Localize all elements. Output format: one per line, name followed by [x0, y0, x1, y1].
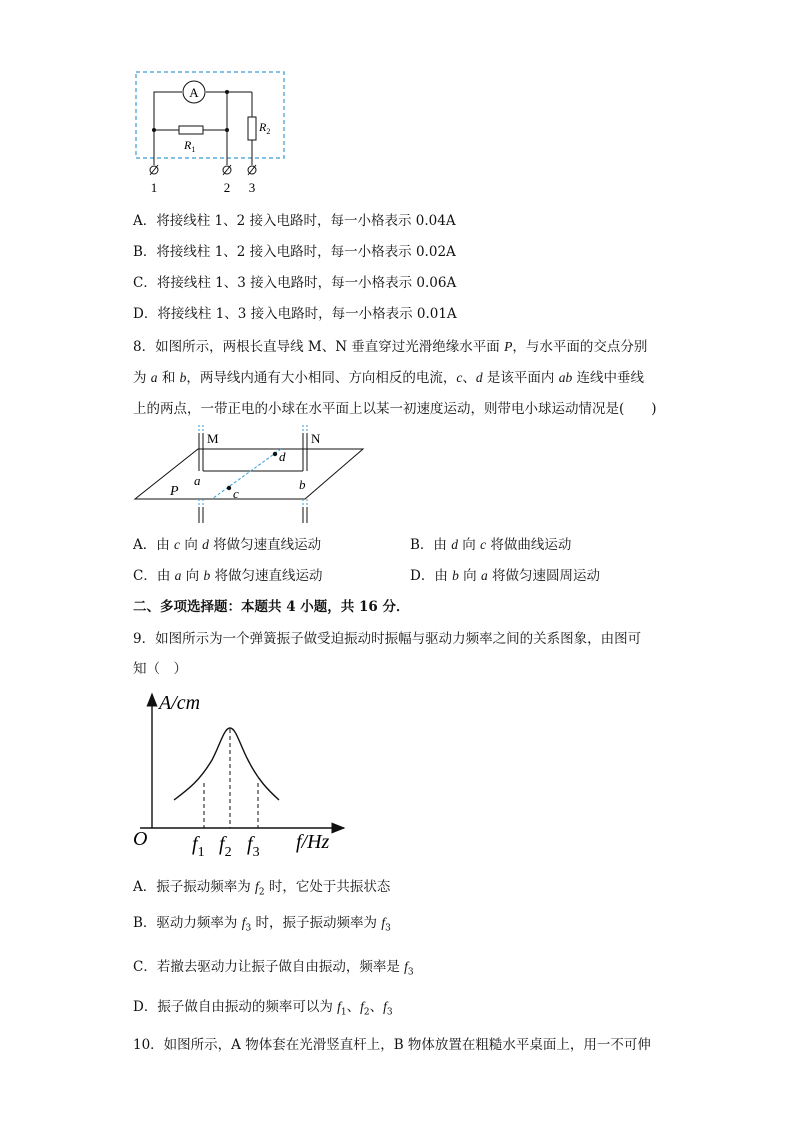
q8-option-b: B．由 d 向 c 将做曲线运动	[410, 537, 572, 553]
q8-stem-line2: 为 a 和 b，两导线内通有大小相同、方向相反的电流，c、d 是该平面内 ab 连线中垂线	[133, 370, 645, 386]
q10-stem-line1: 10．如图所示，A 物体套在光滑竖直杆上，B 物体放置在粗糙水平桌面上，用一不可伸	[133, 1037, 651, 1053]
r1-label: $R_1$	[184, 138, 196, 154]
plane-wires-diagram	[0, 425, 794, 525]
q9-option-b: B．驱动力频率为 $f_3$ 时，振子振动频率为 $f_3$	[133, 915, 391, 934]
label-d: d	[279, 449, 286, 464]
label-c: c	[233, 486, 239, 501]
q9-option-c: C．若撤去驱动力让振子做自由振动，频率是 $f_3$	[133, 959, 414, 978]
junction-dot	[225, 90, 229, 94]
label-a: a	[194, 473, 201, 488]
label-n: N	[311, 431, 321, 446]
q9-stem-line2: 知（ ）	[133, 661, 187, 677]
point-c	[227, 486, 231, 490]
resonance-graph	[0, 680, 794, 865]
q8-option-c: C．由 a 向 b 将做匀速直线运动	[133, 568, 323, 584]
label-b: b	[299, 477, 306, 492]
f1-label: $f_1$	[192, 833, 205, 860]
x-axis-label: f/Hz	[296, 831, 330, 853]
q7-option-c: C．将接线柱 1、3 接入电路时，每一小格表示 0.06A	[133, 275, 457, 291]
origin-label: O	[133, 828, 148, 850]
q7-option-a: A．将接线柱 1、2 接入电路时，每一小格表示 0.04A	[133, 213, 456, 229]
y-axis-label: A/cm	[159, 692, 201, 714]
junction-dot	[225, 128, 229, 132]
q7-option-b: B．将接线柱 1、2 接入电路时，每一小格表示 0.02A	[133, 244, 456, 260]
f3-label: $f_3$	[247, 833, 260, 860]
perpendicular-bisector	[212, 449, 281, 499]
point-d	[273, 452, 277, 456]
circuit-diagram	[0, 0, 794, 200]
section-2-heading: 二、多项选择题：本题共 4 小题，共 16 分．	[133, 599, 410, 615]
f2-label: $f_2$	[219, 833, 232, 860]
circuit-dashed-box	[136, 72, 284, 158]
circuit-wire-left	[154, 92, 182, 165]
q9-stem-line1: 9．如图所示为一个弹簧振子做受迫振动时振幅与驱动力频率之间的关系图象，由图可	[133, 631, 642, 647]
terminal-1-label: 1	[150, 180, 158, 195]
junction-dot	[152, 128, 156, 132]
terminal-2-label: 2	[223, 180, 231, 195]
q8-option-d: D．由 b 向 a 将做匀速圆周运动	[410, 568, 601, 584]
q8-option-a: A．由 c 向 d 将做匀速直线运动	[133, 537, 322, 553]
terminal-3-label: 3	[248, 180, 256, 195]
label-p: P	[170, 484, 179, 499]
r2-label: $R_2$	[259, 120, 271, 136]
q9-option-d: D．振子做自由振动的频率可以为 $f_1$、$f_2$、$f_3$	[133, 999, 393, 1018]
label-m: M	[207, 431, 219, 446]
q8-stem-line3: 上的两点，一带正电的小球在水平面上以某一初速度运动，则带电小球运动情况是( )	[133, 401, 657, 417]
resonance-curve	[174, 728, 279, 800]
q7-option-d: D．将接线柱 1、3 接入电路时，每一小格表示 0.01A	[133, 306, 457, 322]
resistor-r1	[179, 126, 203, 134]
ammeter-label: A	[189, 85, 199, 100]
resistor-r2	[248, 117, 256, 140]
q9-option-a: A．振子振动频率为 $f_2$ 时，它处于共振状态	[133, 879, 391, 898]
q8-stem-line1: 8．如图所示，两根长直导线 M、N 垂直穿过光滑绝缘水平面 P，与水平面的交点分别	[133, 339, 648, 355]
